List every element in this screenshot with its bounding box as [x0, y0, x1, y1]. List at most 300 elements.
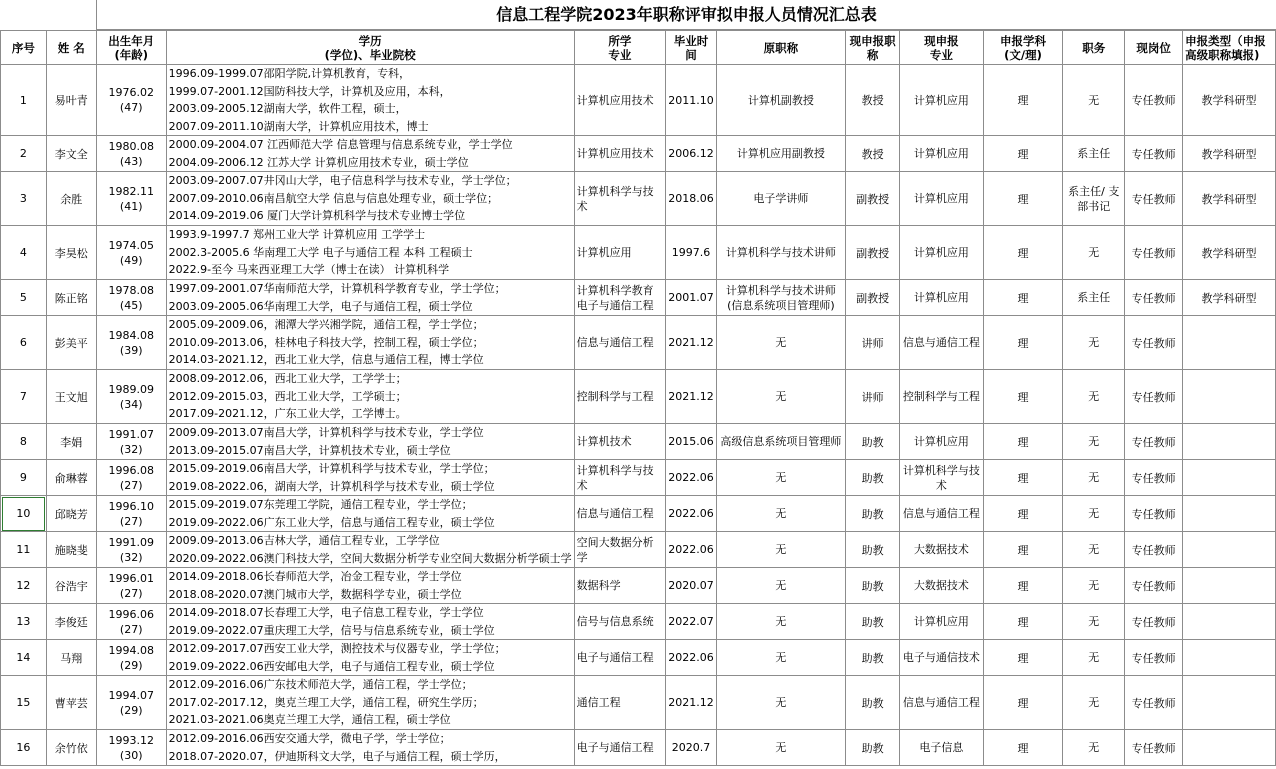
cell-orig-title[interactable]: 无 — [716, 604, 845, 640]
cell-education[interactable] — [166, 65, 574, 136]
cell-apply-major[interactable]: 计算机应用 — [900, 604, 984, 640]
cell-apply-major[interactable]: 计算机应用 — [900, 280, 984, 316]
education-line: 1993.9-1997.7 郑州工业大学 计算机应用 工学学士 — [168, 228, 426, 242]
education-line: 2004.09-2006.12 江苏大学 计算机应用技术专业，硕士学位 — [168, 155, 469, 169]
education-line: 2022.9-至今 马来西亚理工大学（博士在读） 计算机科学 — [168, 263, 450, 277]
table-row — [1, 460, 1276, 496]
cell-orig-title[interactable]: 无 — [716, 496, 845, 532]
cell-major[interactable]: 数据科学 — [574, 568, 666, 604]
cell-apply-title[interactable]: 副教授 — [846, 226, 900, 280]
cell-birth[interactable] — [96, 226, 166, 280]
cell-education[interactable] — [166, 568, 574, 604]
cell-duty[interactable]: 无 — [1063, 65, 1125, 136]
cell-grad-date[interactable]: 2015.06 — [666, 424, 717, 460]
education-line: 2010.09-2013.06，桂林电子科技大学，控制工程，硕士学位； — [168, 335, 484, 349]
cell-birth[interactable] — [96, 172, 166, 226]
cell-discipline[interactable]: 理 — [983, 424, 1063, 460]
cell-education[interactable] — [166, 280, 574, 316]
cell-education[interactable] — [166, 226, 574, 280]
cell-major[interactable]: 计算机应用技术 — [574, 65, 666, 136]
age: (41) — [119, 199, 143, 213]
cell-orig-title[interactable]: 高级信息系统项目管理师 — [716, 424, 845, 460]
cell-apply-major[interactable]: 计算机科学与技术 — [900, 460, 984, 496]
education-line: 2017.02-2017.12，奥克兰理工大学，通信工程，研究生学历； — [168, 695, 484, 709]
cell-grad-date[interactable]: 2018.06 — [666, 172, 717, 226]
cell-index[interactable]: 16 — [1, 730, 47, 766]
cell-index[interactable]: 2 — [1, 136, 47, 172]
cell-major[interactable]: 计算机应用技术 — [574, 136, 666, 172]
cell-education[interactable] — [166, 730, 574, 766]
cell-discipline[interactable]: 理 — [983, 226, 1063, 280]
cell-orig-title[interactable]: 电子学讲师 — [716, 172, 845, 226]
header-index[interactable]: 序号 — [1, 31, 47, 65]
education-line: 2019.08-2022.06，湖南大学，计算机科学与技术专业，硕士学位 — [168, 479, 495, 493]
cell-apply-type[interactable] — [1183, 676, 1276, 730]
cell-apply-major[interactable]: 信息与通信工程 — [900, 496, 984, 532]
cell-position[interactable]: 专任教师 — [1125, 136, 1183, 172]
cell-birth[interactable] — [96, 730, 166, 766]
cell-birth[interactable] — [96, 370, 166, 424]
cell-major[interactable]: 空间大数据分析学 — [574, 532, 666, 568]
cell-apply-title[interactable]: 助教 — [846, 568, 900, 604]
cell-position[interactable]: 专任教师 — [1125, 496, 1183, 532]
header-apply-type[interactable]: 申报类型（申报高级职称填报) — [1183, 31, 1276, 65]
cell-discipline[interactable]: 理 — [983, 280, 1063, 316]
birth-date: 1984.08 — [108, 328, 154, 342]
cell-major[interactable]: 计算机应用 — [574, 226, 666, 280]
cell-position[interactable]: 专任教师 — [1125, 460, 1183, 496]
cell-education[interactable] — [166, 370, 574, 424]
cell-apply-major[interactable]: 大数据技术 — [900, 532, 984, 568]
education-line: 2003.09-2005.06华南理工大学，电子与通信工程，硕士学位 — [168, 299, 473, 313]
table-row — [1, 370, 1276, 424]
birth-date: 1989.09 — [108, 382, 154, 396]
cell-duty[interactable]: 无 — [1063, 640, 1125, 676]
age: (27) — [119, 478, 143, 492]
cell-position[interactable]: 专任教师 — [1125, 65, 1183, 136]
cell-apply-title[interactable]: 助教 — [846, 424, 900, 460]
age: (39) — [119, 343, 143, 357]
header-orig-title[interactable]: 原职称 — [716, 31, 845, 65]
birth-date: 1994.08 — [108, 643, 154, 657]
header-education-label: 学历 (学位)、毕业院校 — [324, 33, 416, 62]
age: (43) — [119, 154, 143, 168]
education-line: 2014.09-2018.07长春理工大学，电子信息工程专业，学士学位 — [168, 606, 484, 619]
cell-index[interactable]: 15 — [1, 676, 47, 730]
cell-apply-type[interactable] — [1183, 640, 1276, 676]
age: (32) — [119, 550, 143, 564]
cell-education[interactable] — [166, 172, 574, 226]
age: (49) — [119, 253, 143, 267]
cell-grad-date[interactable]: 2022.06 — [666, 640, 717, 676]
cell-discipline[interactable]: 理 — [983, 172, 1063, 226]
cell-apply-major[interactable]: 信息与通信工程 — [900, 676, 984, 730]
education-line: 2005.09-2009.06，湘潭大学兴湘学院，通信工程，学士学位； — [168, 318, 484, 332]
cell-apply-type[interactable] — [1183, 532, 1276, 568]
age: (27) — [119, 586, 143, 600]
header-birth[interactable] — [96, 31, 166, 65]
cell-position[interactable]: 专任教师 — [1125, 226, 1183, 280]
corner-cell[interactable] — [0, 0, 96, 30]
cell-apply-major[interactable]: 控制科学与工程 — [900, 370, 984, 424]
cell-name[interactable]: 王文旭 — [46, 370, 96, 424]
cell-discipline[interactable]: 理 — [983, 676, 1063, 730]
cell-index[interactable]: 14 — [1, 640, 47, 676]
cell-discipline[interactable]: 理 — [983, 640, 1063, 676]
cell-name[interactable]: 谷浩宇 — [46, 568, 96, 604]
cell-duty[interactable]: 无 — [1063, 568, 1125, 604]
cell-birth[interactable] — [96, 136, 166, 172]
header-discipline[interactable] — [983, 31, 1063, 65]
header-name[interactable]: 姓 名 — [46, 31, 96, 65]
table-row — [1, 280, 1276, 316]
cell-birth[interactable] — [96, 568, 166, 604]
cell-apply-major[interactable]: 信息与通信工程 — [900, 316, 984, 370]
cell-grad-date[interactable]: 2022.06 — [666, 460, 717, 496]
cell-apply-major[interactable]: 电子信息 — [900, 730, 984, 766]
age: (45) — [119, 298, 143, 312]
cell-major[interactable]: 电子与通信工程 — [574, 640, 666, 676]
cell-duty[interactable]: 无 — [1063, 730, 1125, 766]
education-line: 2012.09-2016.06西安交通大学，微电子学，学士学位； — [168, 732, 451, 745]
cell-apply-type[interactable] — [1183, 730, 1276, 766]
cell-birth[interactable] — [96, 640, 166, 676]
cell-grad-date[interactable]: 2021.12 — [666, 316, 717, 370]
cell-major[interactable]: 控制科学与工程 — [574, 370, 666, 424]
cell-index[interactable]: 5 — [1, 280, 47, 316]
header-major-label: 所学 专业 — [608, 33, 632, 62]
cell-apply-type[interactable]: 教学科研型 — [1183, 226, 1276, 280]
cell-index[interactable]: 1 — [1, 65, 47, 136]
cell-birth[interactable] — [96, 280, 166, 316]
cell-position[interactable]: 专任教师 — [1125, 532, 1183, 568]
education-line: 2008.09-2012.06，西北工业大学，工学学士； — [168, 372, 407, 386]
cell-apply-major[interactable]: 大数据技术 — [900, 568, 984, 604]
cell-apply-title[interactable]: 助教 — [846, 604, 900, 640]
cell-index[interactable]: 13 — [1, 604, 47, 640]
header-education[interactable] — [166, 31, 574, 65]
cell-grad-date[interactable]: 2021.12 — [666, 676, 717, 730]
cell-orig-title[interactable]: 无 — [716, 370, 845, 424]
table-row — [1, 424, 1276, 460]
cell-name[interactable]: 易叶青 — [46, 65, 96, 136]
education-line: 2020.09-2022.06澳门科技大学，空间大数据分析学专业空间大数据分析学硕士学 — [168, 551, 572, 565]
cell-birth[interactable] — [96, 424, 166, 460]
cell-major[interactable]: 电子与通信工程 — [574, 730, 666, 766]
cell-name[interactable]: 李俊廷 — [46, 604, 96, 640]
cell-major[interactable]: 计算机科学与技术 — [574, 172, 666, 226]
cell-apply-major[interactable]: 计算机应用 — [900, 172, 984, 226]
cell-orig-title[interactable]: 计算机科学与技术讲师 (信息系统项目管理师) — [716, 280, 845, 316]
cell-major[interactable]: 计算机技术 — [574, 424, 666, 460]
cell-name[interactable]: 余胜 — [46, 172, 96, 226]
cell-orig-title[interactable]: 无 — [716, 676, 845, 730]
cell-discipline[interactable]: 理 — [983, 65, 1063, 136]
cell-grad-date[interactable]: 2022.06 — [666, 496, 717, 532]
cell-education[interactable] — [166, 640, 574, 676]
cell-birth[interactable] — [96, 532, 166, 568]
cell-position[interactable]: 专任教师 — [1125, 370, 1183, 424]
cell-duty[interactable]: 无 — [1063, 424, 1125, 460]
education-line: 2019.09-2022.07重庆理工大学，信号与信息系统专业，硕士学位 — [168, 623, 495, 637]
age: (34) — [119, 397, 143, 411]
cell-index[interactable]: 10 — [1, 496, 47, 532]
cell-name[interactable]: 李娟 — [46, 424, 96, 460]
cell-position[interactable]: 专任教师 — [1125, 676, 1183, 730]
birth-date: 1991.09 — [108, 535, 154, 549]
cell-major[interactable]: 信息与通信工程 — [574, 316, 666, 370]
cell-apply-title[interactable]: 助教 — [846, 532, 900, 568]
education-line: 2007.09-2011.10湖南大学，计算机应用技术，博士 — [168, 119, 429, 133]
birth-date: 1978.08 — [108, 283, 154, 297]
birth-date: 1996.10 — [108, 499, 154, 513]
table-row — [1, 568, 1276, 604]
cell-position[interactable]: 专任教师 — [1125, 604, 1183, 640]
education-line: 2003.09-2005.12湖南大学，软件工程，硕士， — [168, 102, 407, 115]
header-position[interactable]: 现岗位 — [1125, 31, 1183, 65]
cell-apply-title[interactable]: 助教 — [846, 496, 900, 532]
education-line: 2013.09-2015.07南昌大学，计算机技术专业，硕士学位 — [168, 443, 451, 457]
cell-name[interactable]: 李文全 — [46, 136, 96, 172]
age: (27) — [119, 514, 143, 528]
cell-discipline[interactable]: 理 — [983, 532, 1063, 568]
cell-position[interactable]: 专任教师 — [1125, 568, 1183, 604]
cell-name[interactable]: 彭美平 — [46, 316, 96, 370]
cell-duty[interactable]: 无 — [1063, 316, 1125, 370]
cell-apply-type[interactable]: 教学科研型 — [1183, 136, 1276, 172]
header-discipline-label: 申报学科 (文/理) — [1000, 33, 1047, 62]
birth-date: 1976.02 — [108, 86, 154, 99]
cell-apply-type[interactable]: 教学科研型 — [1183, 172, 1276, 226]
cell-major[interactable]: 计算机科学与技术 — [574, 460, 666, 496]
cell-index[interactable]: 12 — [1, 568, 47, 604]
cell-discipline[interactable]: 理 — [983, 604, 1063, 640]
cell-grad-date[interactable]: 2011.10 — [666, 65, 717, 136]
cell-orig-title[interactable]: 无 — [716, 730, 845, 766]
cell-duty[interactable]: 无 — [1063, 226, 1125, 280]
cell-apply-title[interactable]: 助教 — [846, 730, 900, 766]
cell-name[interactable]: 曹苹芸 — [46, 676, 96, 730]
age: (32) — [119, 442, 143, 456]
header-apply-title[interactable] — [846, 31, 900, 65]
education-line: 2018.08-2020.07澳门城市大学，数据科学专业，硕士学位 — [168, 587, 462, 601]
cell-position[interactable]: 专任教师 — [1125, 730, 1183, 766]
table-row — [1, 730, 1276, 766]
cell-education[interactable] — [166, 496, 574, 532]
education-line: 1997.09-2001.07华南师范大学，计算机科学教育专业，学士学位； — [168, 282, 506, 295]
cell-grad-date[interactable]: 1997.6 — [666, 226, 717, 280]
header-grad-date[interactable] — [666, 31, 717, 65]
header-duty[interactable]: 职务 — [1063, 31, 1125, 65]
cell-education[interactable] — [166, 316, 574, 370]
cell-grad-date[interactable]: 2006.12 — [666, 136, 717, 172]
education-line: 2012.09-2016.06广东技术师范大学，通信工程，学士学位； — [168, 678, 473, 692]
cell-discipline[interactable]: 理 — [983, 730, 1063, 766]
education-line: 2007.09-2010.06南昌航空大学 信息与信息处理专业，硕士学位； — [168, 191, 499, 205]
cell-apply-major[interactable]: 电子与通信技术 — [900, 640, 984, 676]
cell-name[interactable]: 李昊松 — [46, 226, 96, 280]
cell-apply-title[interactable]: 讲师 — [846, 370, 900, 424]
cell-education[interactable] — [166, 424, 574, 460]
cell-major[interactable]: 计算机科学教育 电子与通信工程 — [574, 280, 666, 316]
cell-name[interactable]: 施晓斐 — [46, 532, 96, 568]
birth-date: 1996.01 — [108, 571, 154, 585]
education-line: 2009.09-2013.07南昌大学，计算机科学与技术专业，学士学位 — [168, 426, 484, 439]
cell-apply-title[interactable]: 助教 — [846, 640, 900, 676]
cell-apply-type[interactable] — [1183, 568, 1276, 604]
education-line: 1999.07-2001.12国防科技大学，计算机及应用，本科， — [168, 84, 451, 98]
table-row — [1, 172, 1276, 226]
education-line: 2003.09-2007.07井冈山大学，电子信息科学与技术专业，学士学位； — [168, 174, 517, 188]
cell-birth[interactable] — [96, 460, 166, 496]
cell-orig-title[interactable]: 无 — [716, 316, 845, 370]
header-apply-major-label: 现申报 专业 — [924, 33, 959, 62]
cell-discipline[interactable]: 理 — [983, 370, 1063, 424]
cell-index[interactable]: 4 — [1, 226, 47, 280]
cell-orig-title[interactable]: 无 — [716, 640, 845, 676]
cell-grad-date[interactable]: 2020.07 — [666, 568, 717, 604]
cell-apply-type[interactable] — [1183, 604, 1276, 640]
education-line: 2012.09-2015.03，西北工业大学，工学硕士； — [168, 389, 407, 403]
cell-birth[interactable] — [96, 316, 166, 370]
cell-duty[interactable]: 无 — [1063, 460, 1125, 496]
age: (47) — [119, 101, 143, 114]
cell-position[interactable]: 专任教师 — [1125, 280, 1183, 316]
age: (29) — [119, 658, 143, 672]
cell-apply-title[interactable]: 教授 — [846, 136, 900, 172]
cell-apply-title[interactable]: 助教 — [846, 676, 900, 730]
table-row — [1, 136, 1276, 172]
cell-birth[interactable] — [96, 676, 166, 730]
cell-grad-date[interactable]: 2020.7 — [666, 730, 717, 766]
cell-education[interactable] — [166, 604, 574, 640]
cell-index[interactable]: 7 — [1, 370, 47, 424]
cell-apply-title[interactable]: 助教 — [846, 460, 900, 496]
cell-apply-type[interactable] — [1183, 460, 1276, 496]
birth-date: 1994.07 — [108, 688, 154, 702]
table-row — [1, 532, 1276, 568]
cell-apply-type[interactable]: 教学科研型 — [1183, 280, 1276, 316]
education-line: 2015.09-2019.06南昌大学，计算机科学与技术专业，学士学位； — [168, 462, 495, 475]
cell-index[interactable]: 6 — [1, 316, 47, 370]
cell-duty[interactable]: 无 — [1063, 496, 1125, 532]
education-line: 2015.09-2019.07东莞理工学院，通信工程专业，学士学位； — [168, 498, 473, 511]
cell-education[interactable] — [166, 460, 574, 496]
sheet-title[interactable]: 信息工程学院2023年职称评审拟申报人员情况汇总表 — [96, 0, 1276, 30]
cell-position[interactable]: 专任教师 — [1125, 424, 1183, 460]
cell-education[interactable] — [166, 136, 574, 172]
education-line: 2012.09-2017.07西安工业大学，测控技术与仪器专业，学士学位； — [168, 642, 506, 655]
cell-duty[interactable]: 系主任/ 支部书记 — [1063, 172, 1125, 226]
cell-major[interactable]: 信息与通信工程 — [574, 496, 666, 532]
cell-orig-title[interactable]: 计算机副教授 — [716, 65, 845, 136]
cell-duty[interactable]: 系主任 — [1063, 136, 1125, 172]
header-birth-label: 出生年月 (年龄) — [108, 33, 155, 62]
table-row — [1, 65, 1276, 136]
cell-duty[interactable]: 无 — [1063, 604, 1125, 640]
cell-discipline[interactable]: 理 — [983, 136, 1063, 172]
education-line: 2014.09-2018.06长春师范大学，冶金工程专业，学士学位 — [168, 570, 462, 583]
cell-education[interactable] — [166, 676, 574, 730]
birth-date: 1980.08 — [108, 139, 154, 153]
cell-grad-date[interactable]: 2021.12 — [666, 370, 717, 424]
cell-discipline[interactable]: 理 — [983, 496, 1063, 532]
birth-date: 1974.05 — [108, 238, 154, 252]
cell-index[interactable]: 11 — [1, 532, 47, 568]
education-line: 2019.09-2022.06西安邮电大学，电子与通信工程专业，硕士学位 — [168, 659, 495, 673]
cell-orig-title[interactable]: 计算机应用副教授 — [716, 136, 845, 172]
cell-position[interactable]: 专任教师 — [1125, 172, 1183, 226]
header-major[interactable] — [574, 31, 666, 65]
cell-birth[interactable] — [96, 496, 166, 532]
cell-apply-type[interactable] — [1183, 370, 1276, 424]
cell-apply-title[interactable]: 副教授 — [846, 172, 900, 226]
education-line: 2014.09-2019.06 厦门大学计算机科学与技术专业博士学位 — [168, 209, 466, 223]
cell-apply-major[interactable]: 计算机应用 — [900, 136, 984, 172]
cell-apply-title[interactable]: 副教授 — [846, 280, 900, 316]
cell-major[interactable]: 信号与信息系统 — [574, 604, 666, 640]
cell-orig-title[interactable]: 无 — [716, 532, 845, 568]
cell-discipline[interactable]: 理 — [983, 460, 1063, 496]
cell-grad-date[interactable]: 2022.06 — [666, 532, 717, 568]
cell-duty[interactable]: 无 — [1063, 676, 1125, 730]
cell-position[interactable]: 专任教师 — [1125, 316, 1183, 370]
cell-orig-title[interactable]: 无 — [716, 460, 845, 496]
cell-apply-type[interactable] — [1183, 316, 1276, 370]
table-body — [1, 65, 1276, 766]
cell-position[interactable]: 专任教师 — [1125, 640, 1183, 676]
cell-apply-major[interactable]: 计算机应用 — [900, 226, 984, 280]
cell-birth[interactable] — [96, 65, 166, 136]
header-apply-major[interactable] — [900, 31, 984, 65]
cell-duty[interactable]: 无 — [1063, 532, 1125, 568]
age: (30) — [119, 748, 143, 762]
cell-orig-title[interactable]: 无 — [716, 568, 845, 604]
cell-apply-title[interactable]: 教授 — [846, 65, 900, 136]
cell-education[interactable] — [166, 532, 574, 568]
cell-apply-type[interactable]: 教学科研型 — [1183, 65, 1276, 136]
cell-grad-date[interactable]: 2022.07 — [666, 604, 717, 640]
cell-apply-major[interactable]: 计算机应用 — [900, 65, 984, 136]
table-row — [1, 316, 1276, 370]
birth-date: 1996.06 — [108, 607, 154, 621]
cell-apply-type[interactable] — [1183, 496, 1276, 532]
cell-index[interactable]: 9 — [1, 460, 47, 496]
education-line: 1996.09-1999.07邵阳学院,计算机教育，专科， — [168, 67, 411, 80]
cell-discipline[interactable]: 理 — [983, 568, 1063, 604]
cell-name[interactable]: 陈正铭 — [46, 280, 96, 316]
cell-name[interactable]: 俞琳蓉 — [46, 460, 96, 496]
cell-index[interactable]: 3 — [1, 172, 47, 226]
header-grad-date-label: 毕业时 间 — [673, 33, 709, 62]
cell-name[interactable]: 余竹依 — [46, 730, 96, 766]
cell-grad-date[interactable]: 2001.07 — [666, 280, 717, 316]
cell-duty[interactable]: 无 — [1063, 370, 1125, 424]
cell-birth[interactable] — [96, 604, 166, 640]
cell-name[interactable]: 马翔 — [46, 640, 96, 676]
cell-discipline[interactable]: 理 — [983, 316, 1063, 370]
cell-index[interactable]: 8 — [1, 424, 47, 460]
cell-major[interactable]: 通信工程 — [574, 676, 666, 730]
cell-apply-type[interactable] — [1183, 424, 1276, 460]
cell-apply-title[interactable]: 讲师 — [846, 316, 900, 370]
cell-duty[interactable]: 系主任 — [1063, 280, 1125, 316]
cell-apply-major[interactable]: 计算机应用 — [900, 424, 984, 460]
education-line: 2000.09-2004.07 江西师范大学 信息管理与信息系统专业，学士学位 — [168, 138, 513, 151]
cell-orig-title[interactable]: 计算机科学与技术讲师 — [716, 226, 845, 280]
cell-name[interactable]: 邱晓芳 — [46, 496, 96, 532]
table-row — [1, 676, 1276, 730]
